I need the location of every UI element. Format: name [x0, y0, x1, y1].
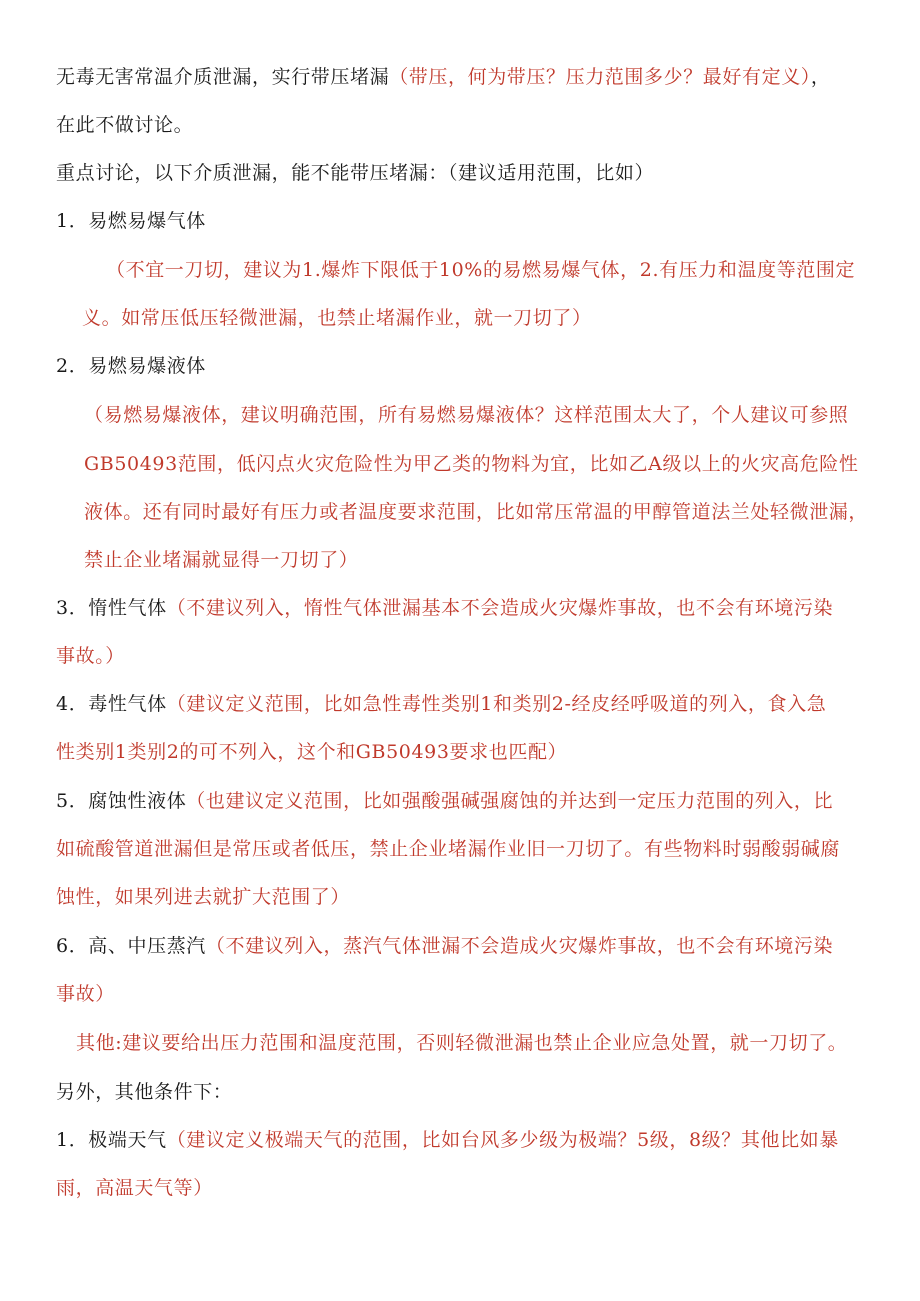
item-5-line-1 [56, 787, 833, 815]
item-6-note: （不建议列入，蒸汽气体泄漏不会造成火灾爆炸事故，也不会有环境污染 [205, 935, 834, 957]
item-1-note-line-2: 义。如常压低压轻微泄漏，也禁止堵漏作业，就一刀切了） [82, 307, 592, 329]
item-5-heading: 5．腐蚀性液体 [56, 790, 187, 812]
extra-1-note-line-2: 雨，高温天气等） [56, 1177, 213, 1199]
other-note: 其他:建议要给出压力范围和温度范围，否则轻微泄漏也禁止企业应急处置，就一刀切了。 [76, 1032, 848, 1054]
item-4-note-line-2: 性类别1类别2的可不列入，这个和GB50493要求也匹配） [56, 741, 568, 763]
item-2-note-line-1: （易燃易爆液体，建议明确范围，所有易燃易爆液体？这样范围太大了，个人建议可参照 [84, 404, 849, 426]
item-5-note: （也建议定义范围，比如强酸强碱强腐蚀的并达到一定压力范围的列入，比 [186, 790, 834, 812]
intro-comma: ， [810, 66, 831, 88]
item-2-note-line-2: GB50493范围，低闪点火灾危险性为甲乙类的物料为宜，比如乙A级以上的火灾高危险性 [84, 453, 859, 475]
item-6-line-1 [56, 932, 833, 960]
item-3-note: （不建议列入，惰性气体泄漏基本不会造成火灾爆炸事故，也不会有环境污染 [166, 597, 834, 619]
item-3-heading: 3．惰性气体 [56, 597, 167, 619]
item-5-note-line-2: 如硫酸管道泄漏但是常压或者低压，禁止企业堵漏作业旧一刀切了。有些物料时弱酸弱碱腐 [56, 838, 841, 860]
intro-line-1 [56, 63, 831, 91]
item-6-note-line-2: 事故） [56, 983, 115, 1005]
extra-1-note: （建议定义极端天气的范围，比如台风多少级为极端？5级，8级？其他比如暴 [166, 1129, 839, 1151]
item-6-heading: 6．高、中压蒸汽 [56, 935, 206, 957]
item-2-note-line-3: 液体。还有同时最好有压力或者温度要求范围，比如常压常温的甲醇管道法兰处轻微泄漏， [84, 501, 869, 523]
item-1-heading: 1．易燃易爆气体 [56, 210, 206, 232]
item-3-note-line-2: 事故。） [56, 645, 125, 667]
item-2-heading: 2．易燃易爆液体 [56, 355, 206, 377]
item-4-note: （建议定义范围，比如急性毒性类别1和类别2-经皮经呼吸道的列入，食入急 [166, 693, 827, 715]
item-4-line-1 [56, 690, 826, 718]
item-5-note-line-3: 蚀性，如果列进去就扩大范围了） [56, 886, 351, 908]
extra-1-heading: 1．极端天气 [56, 1129, 167, 1151]
focus-line: 重点讨论，以下介质泄漏，能不能带压堵漏：（建议适用范围，比如） [56, 162, 655, 184]
extra-1-line-1 [56, 1126, 839, 1154]
item-2-note-line-4: 禁止企业堵漏就显得一刀切了） [84, 549, 359, 571]
additional-line: 另外，其他条件下： [56, 1081, 233, 1103]
intro-comment: （带压，何为带压？压力范围多少？最好有定义） [389, 66, 811, 88]
item-4-heading: 4．毒性气体 [56, 693, 167, 715]
item-1-note-line-1: （不宜一刀切，建议为1.爆炸下限低于10%的易燃易爆气体，2.有压力和温度等范围定 [106, 259, 856, 281]
intro-text: 无毒无害常温介质泄漏，实行带压堵漏 [56, 66, 390, 88]
intro-line-2: 在此不做讨论。 [56, 114, 194, 136]
item-3-line-1 [56, 594, 833, 622]
